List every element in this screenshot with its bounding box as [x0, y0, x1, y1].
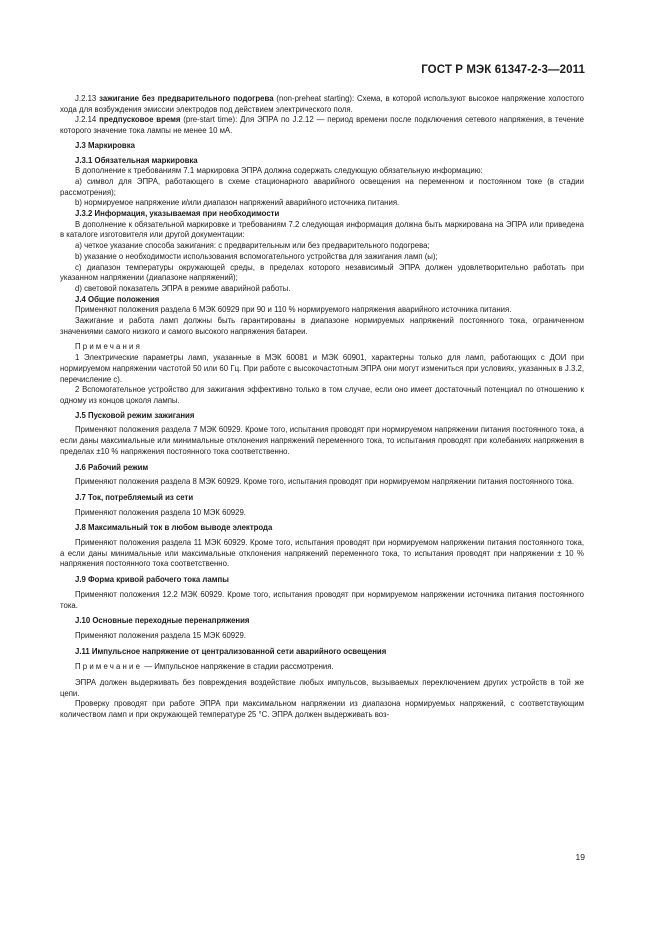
paragraph: В дополнение к обязательной маркировке и требованиям 7.2 следующая информация должна быть маркирована на ЭПРА или приведена в каталоге изготовителя или другой документации: — [60, 219, 584, 240]
list-item: d) световой показатель ЭПРА в режиме аварийной работы. — [75, 283, 291, 293]
list-item: b) указание о необходимости использования вспомогательного устройства для зажигания ламп (ы); — [75, 251, 438, 261]
subsection-heading: J.3.1 Обязательная маркировка — [75, 155, 198, 165]
section-heading: J.3 Маркировка — [75, 140, 135, 150]
list-item: a) символ для ЭПРА, работающего в схеме стационарного аварийного освещения на переменном и постоянном токе (в стадии рассмотрения); — [60, 176, 584, 197]
section-heading: J.8 Максимальный ток в любом выводе электрода — [75, 523, 273, 533]
list-item: c) диапазон температуры окружающей среды, в пределах которого независимый ЭПРА должен удовлетворительно работать при указанном напряжении (диапазоне напряжений); — [60, 262, 584, 283]
subsection-heading: J.3.2 Информация, указываемая при необходимости — [75, 209, 280, 219]
definition-text: (pre-start time): Для ЭПРА по J.2.12 — период времени после подключения сетевого напряжения, в течение которого значение тока лампы не менее 10 мА. — [60, 115, 584, 136]
paragraph: Применяют положения 12.2 МЭК 60929. Кроме того, испытания проводят при нормируемом напряжении источника питания постоянного тока. — [60, 589, 584, 610]
paragraph: Применяют положения раздела 6 МЭК 60929 при 90 и 110 % нормируемого напряжения аварийного источника питания. — [75, 305, 512, 315]
clause-number: J.2.13 — [75, 94, 97, 103]
page-body — [60, 94, 584, 721]
term: зажигание без предварительного подогрева — [99, 94, 274, 103]
note-label: Примечание — [75, 662, 143, 672]
note: 1 Электрические параметры ламп, указанные в МЭК 60081 и МЭК 60901, характерны только для ламп, работающих с ДОИ при нормируемом напряжении частотой 50 или 60 Гц. При работе с высокочастотным ЭПРА они могут измениться при условиях, указанных в J.3.2, перечисление c). — [60, 353, 584, 384]
section-heading: J.5 Пусковой режим зажигания — [75, 410, 195, 420]
term: предпусковое время — [99, 115, 181, 125]
document-code: ГОСТ Р МЭК 61347-2-3—2011 — [421, 64, 585, 76]
note: 2 Вспомогательное устройство для зажигания эффективно только в том случае, если оно имеет достаточный потенциал по отношению к одному из концов цоколя лампы. — [60, 385, 584, 405]
note-text: — Импульсное напряжение в стадии рассмотрения. — [144, 662, 334, 672]
section-heading: J.10 Основные переходные перенапряжения — [75, 616, 250, 626]
section-heading: J.11 Импульсное напряжение от централизованной сети аварийного освещения — [75, 646, 387, 656]
clause-number: J.2.14 — [75, 115, 97, 125]
page-number: 19 — [575, 852, 585, 862]
list-item: a) четкое указание способа зажигания: с предварительным или без предварительного подогрева; — [75, 241, 430, 251]
paragraph: Применяют положения раздела 8 МЭК 60929. Кроме того, испытания проводят при нормируемом напряжении питания постоянного тока. — [75, 477, 575, 487]
paragraph: Применяют положения раздела 15 МЭК 60929. — [75, 630, 246, 640]
paragraph: ЭПРА должен выдерживать без повреждения воздействие любых импульсов, вызываемых переключением других устройств в той же цепи. — [60, 678, 584, 698]
paragraph: Применяют положения раздела 7 МЭК 60929. Кроме того, испытания проводят при нормируемом напряжении питания постоянного тока, а если даны максимальные или минимальные отклонения напряжений переменного тока, то испытания проводят при колебаниях напряжения в пределах ±10 % напряжения постоянного тока соответственно. — [60, 425, 584, 456]
section-heading: J.7 Ток, потребляемый из сети — [75, 492, 194, 502]
paragraph: В дополнение к требованиям 7.1 маркировка ЭПРА должна содержать следующую обязательную информацию: — [75, 166, 483, 176]
section-heading: J.6 Рабочий режим — [75, 462, 149, 472]
list-item: b) нормируемое напряжение и/или диапазон напряжений аварийного источника питания. — [75, 198, 400, 208]
definition-text: (non-preheat starting): Схема, в которой используют высокое напряжение холостого хода для возбуждения эмиссии электродов под действием электрического поля. — [60, 94, 585, 114]
paragraph: Применяют положения раздела 11 МЭК 60929. Кроме того, испытания проводят при нормируемом напряжении питания постоянного тока, а если даны минимальные или максимальные отклонения напряжений переменного тока, то испытания проводят при напряжении ± 10 % напряжения постоянного тока соответственно. — [60, 538, 584, 569]
clause-j214 — [60, 115, 584, 136]
section-heading: J.9 Форма кривой рабочего тока лампы — [75, 575, 229, 585]
notes-label: Примечания — [75, 342, 143, 352]
paragraph: Зажигание и работа ламп должны быть гарантированы в диапазоне нормируемых напряжений постоянного тока, ограниченном значениями самого низкого и самого высокого напряжения батареи. — [60, 316, 584, 336]
paragraph: Проверку проводят при работе ЭПРА при максимальном напряжении из диапазона нормируемых напряжений, с соответствующим количеством ламп и при окружающей температуре 25 °С. ЭПРА должен выдерживать воз- — [60, 699, 584, 720]
paragraph: Применяют положения раздела 10 МЭК 60929. — [75, 507, 246, 517]
note — [60, 662, 584, 673]
section-heading: J.4 Общие положения — [75, 294, 160, 304]
clause-j213 — [60, 94, 584, 115]
